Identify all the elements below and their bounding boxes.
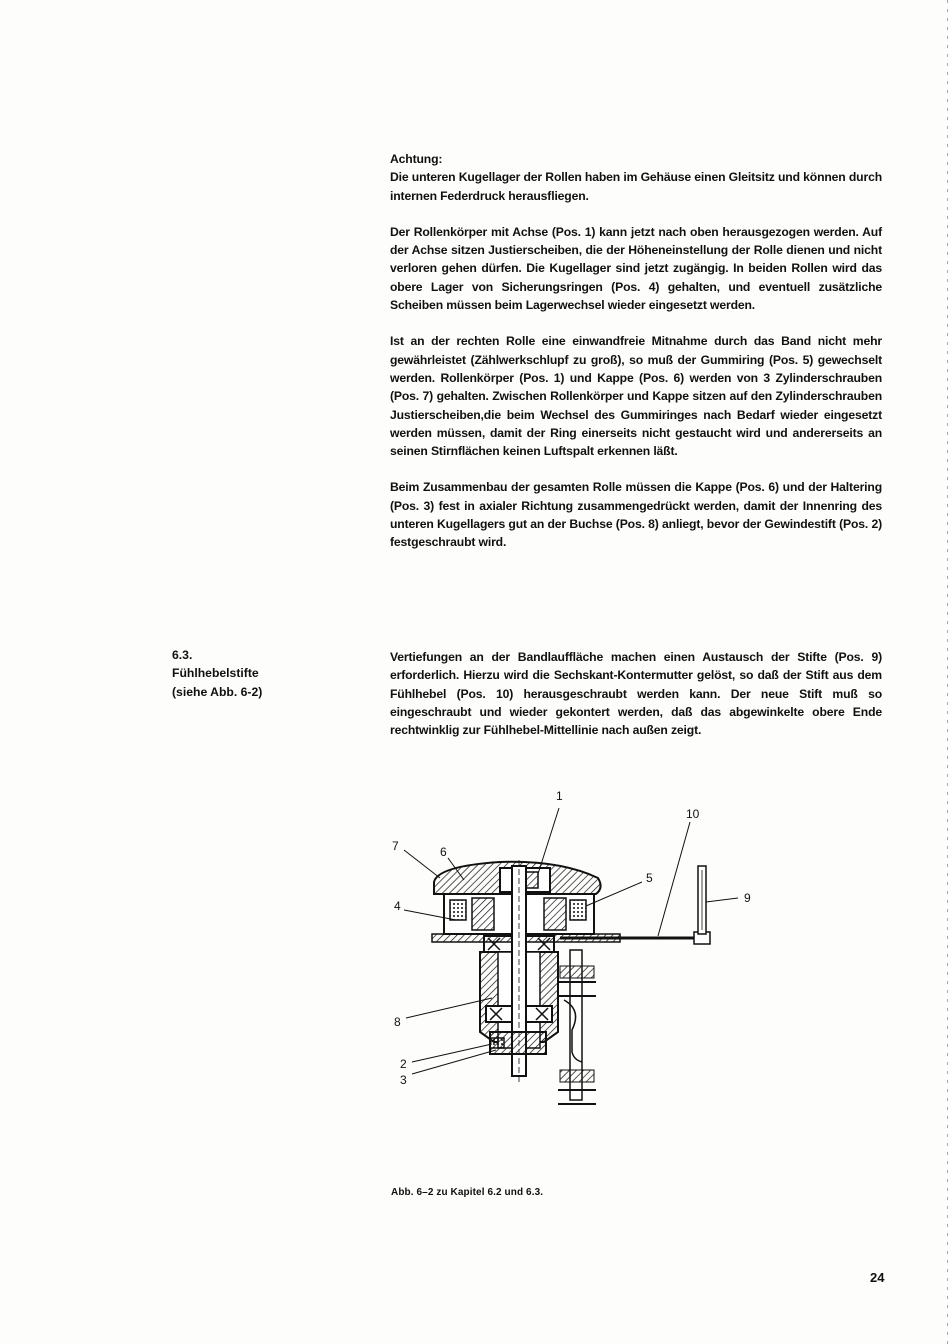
- section-title: Fühlhebelstifte: [172, 666, 259, 681]
- section-reference: (siehe Abb. 6-2): [172, 684, 263, 699]
- label-9: 9: [744, 891, 751, 905]
- figure-caption: Abb. 6–2 zu Kapitel 6.2 und 6.3.: [391, 1187, 544, 1198]
- warning-heading: Achtung:: [390, 152, 443, 166]
- page-number: 24: [870, 1270, 885, 1285]
- main-text: [390, 150, 882, 570]
- label-6: 6: [440, 845, 447, 859]
- label-4: 4: [394, 899, 401, 913]
- section-sidebar: [172, 646, 372, 701]
- page-edge: [947, 0, 948, 1344]
- label-8: 8: [394, 1015, 401, 1029]
- warning-block: [390, 150, 882, 205]
- technical-drawing: [360, 770, 780, 1140]
- label-2: 2: [400, 1057, 407, 1071]
- label-7: 7: [392, 839, 399, 853]
- section-number: 6.3.: [172, 648, 193, 662]
- drawing-svg: [360, 770, 780, 1140]
- paragraph-2: Ist an der rechten Rolle eine einwandfreie Mitnahme durch das Band nicht mehr gewährleistet (Zählwerkschlupf zu groß), so muß der Gummiring (Pos. 5) gewechselt werden. Rollenkörper (Pos. 1) und Kappe (Pos. 6) werden von 3 Zylinderschrauben (Pos. 7) gehalten. Zwischen Rollenkörper und Kappe sitzen auf den Zylinderschrauben Justierscheiben,die beim Wechsel des Gummiringes nach Bedarf wieder eingesetzt werden müssen, damit der Ring einerseits nicht gestaucht wird und andererseits an seinen Stirnflächen keinen Luftspalt erkennen läßt.: [390, 334, 882, 459]
- rubber-ring-left: [450, 900, 466, 920]
- label-1: 1: [556, 789, 563, 803]
- label-5: 5: [646, 871, 653, 885]
- paragraph-1: Der Rollenkörper mit Achse (Pos. 1) kann jetzt nach oben herausgezogen werden. Auf der Achse sitzen Justierscheiben, die der Höheneinstellung der Rolle dienen und nicht verloren gehen dürfen. Die Kugellager sind jetzt zugängig. In beiden Rollen wird das obere Lager von Sicherungsringen (Pos. 4) gehalten, und eventuell zusätzliche Scheiben müssen beim Lagerwechsel wieder eingesetzt werden.: [390, 224, 882, 313]
- label-10: 10: [686, 807, 700, 821]
- section-text: Vertiefungen an der Bandlauffläche machen einen Austausch der Stifte (Pos. 9) erforderlich. Hierzu wird die Sechskant-Kontermutter gelöst, so daß der Stift aus dem Fühlhebel (Pos. 10) herausgeschraubt werden kann. Der neue Stift muß so eingeschraubt und wieder gekontert werden, daß das abgewinkelte obere Ende rechtwinklig zur Fühlhebel-Mittellinie nach außen zeigt.: [390, 650, 882, 738]
- set-screw: [490, 1038, 504, 1048]
- label-3: 3: [400, 1073, 407, 1087]
- warning-text: Die unteren Kugellager der Rollen haben im Gehäuse einen Gleitsitz und können durch internen Federdruck herausfliegen.: [390, 170, 882, 203]
- paragraph-3: Beim Zusammenbau der gesamten Rolle müssen die Kappe (Pos. 6) und der Haltering (Pos. 3) fest in axialer Richtung zusammengedrückt werden, damit der Innenring des unteren Kugellagers gut an der Buchse (Pos. 8) anliegt, bevor der Gewindestift (Pos. 2) festgeschraubt wird.: [390, 480, 882, 550]
- rubber-ring-right: [570, 900, 586, 920]
